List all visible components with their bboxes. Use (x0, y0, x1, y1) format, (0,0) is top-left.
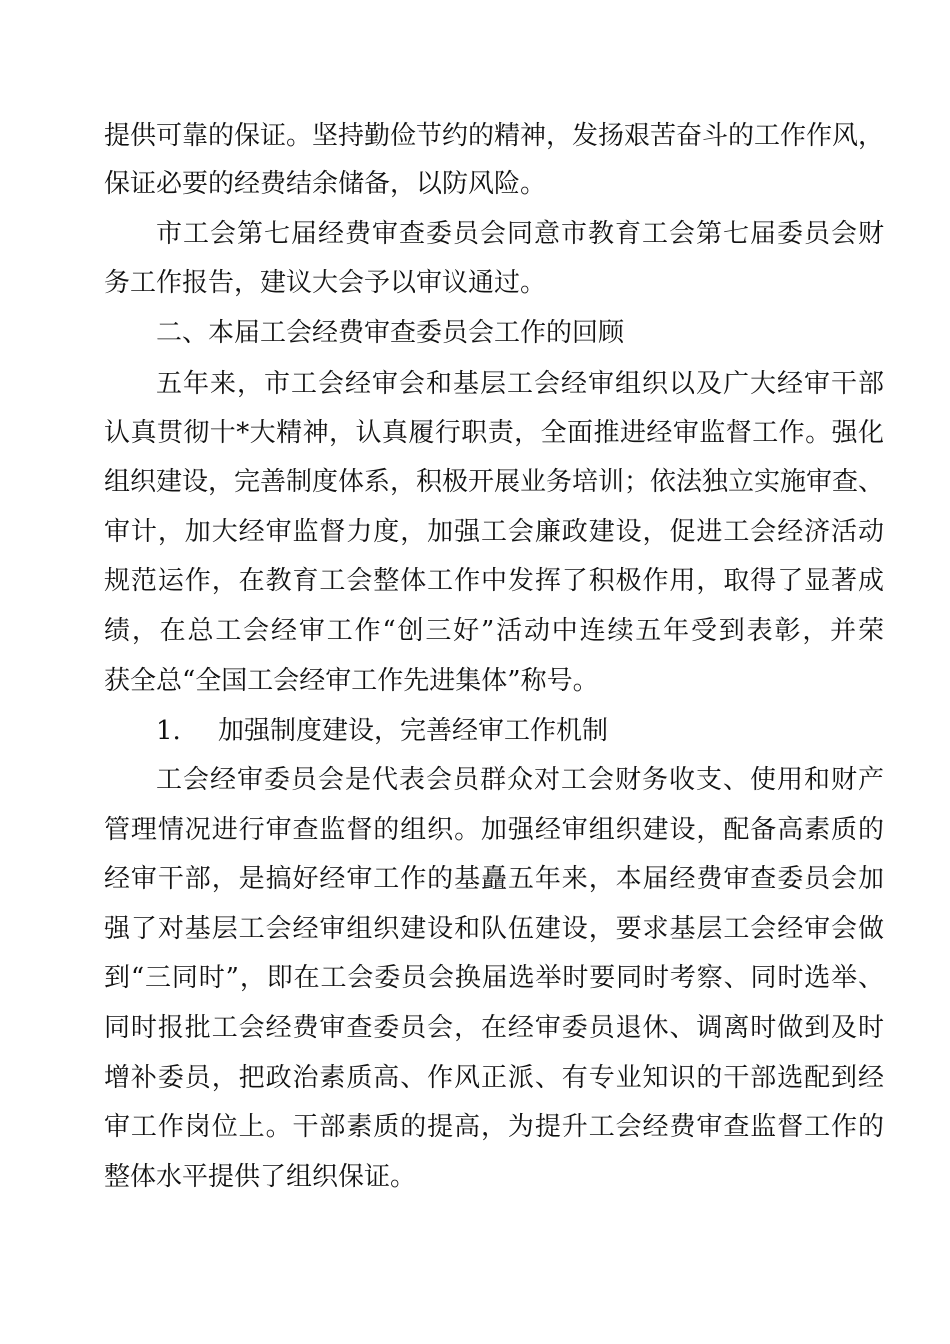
section-heading: 二、本届工会经费审查委员会工作的回顾 (156, 318, 625, 348)
paragraph-line: 经审干部，是搞好经审工作的基矗五年来，本届经费审查委员会加 (104, 864, 884, 894)
paragraph-line: 审计，加大经审监督力度，加强工会廉政建设，促进工会经济活动 (104, 517, 884, 547)
paragraph-line: 工会经审委员会是代表会员群众对工会财务收支、使用和财产 (156, 765, 884, 795)
paragraph-line: 认真贯彻十*大精神，认真履行职责，全面推进经审监督工作。强化 (104, 418, 884, 448)
subsection-heading: 加强制度建设，完善经审工作机制 (218, 716, 609, 746)
paragraph-line: 绩，在总工会经审工作“创三好”活动中连续五年受到表彰，并荣 (104, 616, 884, 646)
paragraph-line: 保证必要的经费结余储备，以防风险。 (104, 169, 547, 199)
paragraph-line: 组织建设，完善制度体系，积极开展业务培训；依法独立实施审查、 (104, 467, 885, 497)
paragraph-line: 获全总“全国工会经审工作先进集体”称号。 (104, 666, 599, 696)
paragraph-line: 务工作报告，建议大会予以审议通过。 (104, 268, 547, 298)
paragraph-line: 规范运作，在教育工会整体工作中发挥了积极作用，取得了显著成 (104, 566, 884, 596)
paragraph-line: 增补委员，把政治素质高、作风正派、有专业知识的干部选配到经 (104, 1063, 884, 1093)
paragraph-line: 强了对基层工会经审组织建设和队伍建设，要求基层工会经审会做 (104, 914, 884, 944)
paragraph-line: 到“三同时”，即在工会委员会换届选举时要同时考察、同时选举、 (104, 963, 884, 993)
paragraph-line: 管理情况进行审查监督的组织。加强经审组织建设，配备高素质的 (104, 815, 884, 845)
paragraph-line: 审工作岗位上。干部素质的提高，为提升工会经费审查监督工作的 (104, 1112, 884, 1142)
paragraph-line: 五年来，市工会经审会和基层工会经审组织以及广大经审干部 (156, 369, 884, 399)
paragraph-line: 同时报批工会经费审查委员会，在经审委员退休、调离时做到及时 (104, 1013, 884, 1043)
paragraph-line: 整体水平提供了组织保证。 (104, 1162, 417, 1192)
paragraph-line: 市工会第七届经费审查委员会同意市教育工会第七届委员会财 (156, 219, 884, 249)
paragraph-line: 提供可靠的保证。坚持勤俭节约的精神，发扬艰苦奋斗的工作作风， (104, 121, 885, 151)
subsection-number: 1. (156, 716, 181, 746)
